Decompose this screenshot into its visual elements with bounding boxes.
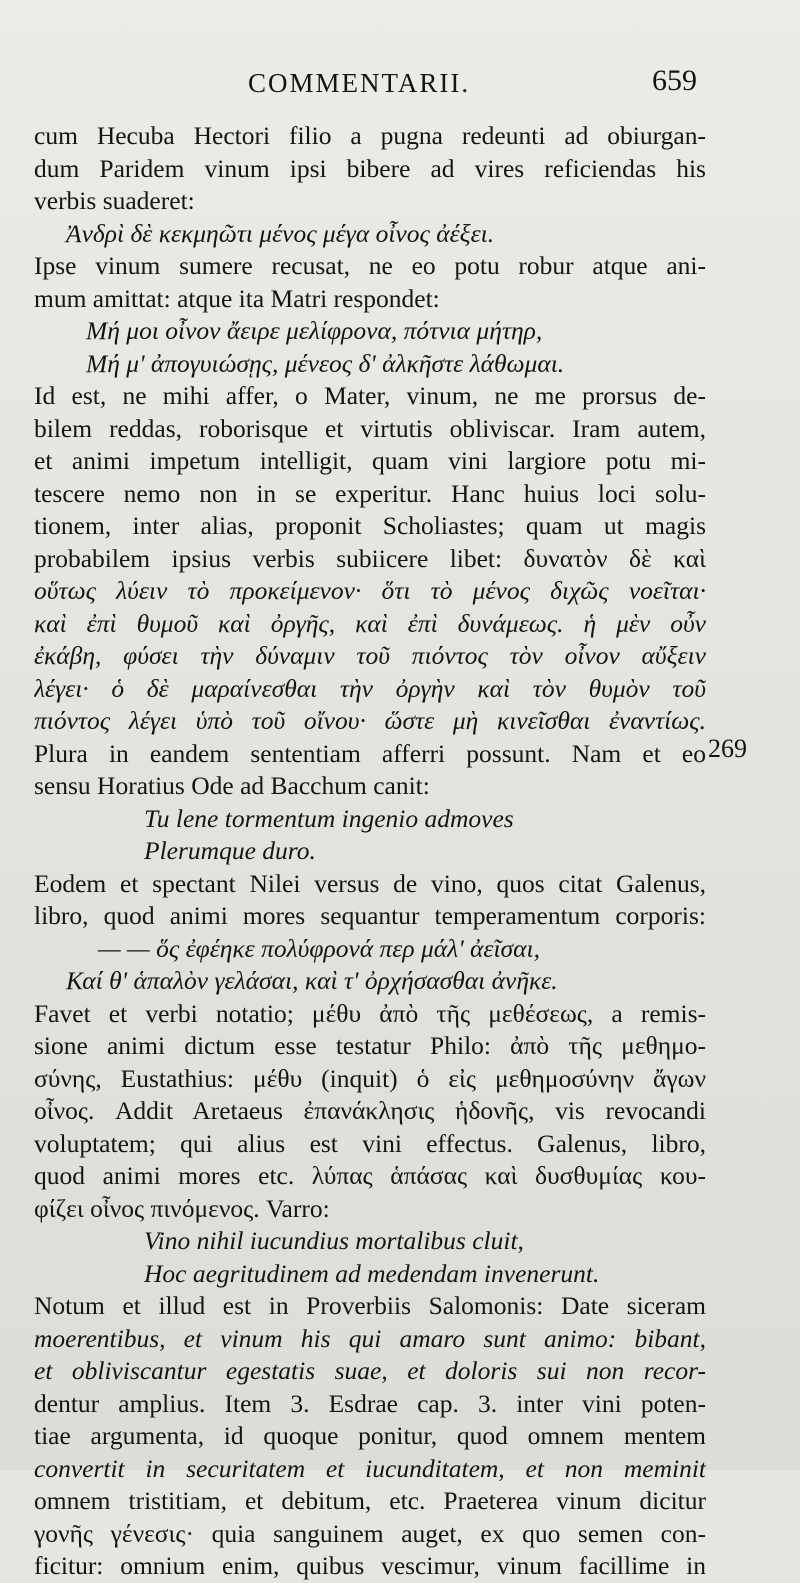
text-line: Notum et illud est in Proverbiis Salomonis: Date siceram [34,1291,706,1320]
text-line: οἶνος. Addit Aretaeus ἐπανάκλησις ἡδονῆς, vis revocandi [34,1096,706,1125]
text-line: φίζει οἶνος πινόμενος. Varro: [34,1193,330,1223]
body-text [34,120,706,1583]
greek-verse-line: Ἀνδρὶ δὲ κεκμηῶτι μένος μέγα οἶνος ἀέξει. [66,218,495,248]
page-header [0,62,800,106]
verse-line: Plerumque duro. [144,836,316,865]
greek-verse-line: Μή μ' ἀπογυιώσῃς, μένεος δ' ἀλκῆστε λάθωμαι. [86,348,565,378]
greek-verse-line: Καί θ' ἁπαλὸν γελάσαι, καὶ τ' ὀρχήσασθαι ἀνῆκε. [66,966,558,995]
text-line: probabilem ipsius verbis subiicere libet: δυνατὸν δὲ καὶ [34,543,706,573]
text-line: libro, quod animi mores sequantur temperamentum corporis: [34,901,706,930]
text-line: Ipse vinum sumere recusat, ne eo potu robur atque ani- [34,251,706,280]
greek-verse-line: — — ὅς ἐφέηκε πολύφρονά περ μάλ' ἀεῖσαι, [98,933,540,963]
text-line: σύνης, Eustathius: μέθυ (inquit) ὁ εἰς μεθημοσύνην ἄγων [34,1063,706,1093]
text-line: et obliviscantur egestatis suae, et doloris sui non recor- [34,1356,706,1385]
text-line: dentur amplius. Item 3. Esdrae cap. 3. inter vini poten- [34,1388,706,1418]
text-line: et animi impetum intelligit, quam vini largiore potu mi- [34,446,706,475]
text-line: cum Hecuba Hectori filio a pugna redeunti ad obiurgan- [34,121,706,150]
text-line: sensu Horatius Ode ad Bacchum canit: [34,771,430,800]
text-line: tiae argumenta, id quoque ponitur, quod omnem mentem [34,1421,706,1450]
page-number: 659 [652,64,697,97]
text-line: tescere nemo non in se experitur. Hanc huius loci solu- [34,478,706,508]
greek-text-line: λέγει· ὁ δὲ μαραίνεσθαι τὴν ὀργὴν καὶ τὸν θυμὸν τοῦ [34,673,706,703]
text-line: Plura in eandem sententiam afferri possunt. Nam et eo [34,738,706,768]
greek-text-line: πιόντος λέγει ὑπὸ τοῦ οἴνου· ὥστε μὴ κινεῖσθαι ἐναντίως. [34,706,706,735]
text-line: voluptatem; qui alius est vini effectus. Galenus, libro, [34,1128,706,1158]
greek-text-line: καὶ ἐπὶ θυμοῦ καὶ ὀργῆς, καὶ ἐπὶ δυνάμεως. ἡ μὲν οὖν [34,608,706,638]
greek-verse-line: Μή μοι οἶνον ἄειρε μελίφρονα, πότνια μήτηρ, [86,316,543,345]
text-line: Id est, ne mihi affer, o Mater, vinum, ne me prorsus de- [34,381,706,410]
text-line: convertit in securitatem et iucunditatem, et non meminit [34,1453,706,1483]
running-title: COMMENTARII. [248,68,471,98]
text-line: bilem reddas, roborisque et virtutis obliviscar. Iram autem, [34,413,706,443]
text-line: omnem tristitiam, et debitum, etc. Praeterea vinum dicitur [34,1486,706,1515]
text-line: dum Paridem vinum ipsi bibere ad vires reficiendas his [34,153,706,183]
text-line: quod animi mores etc. λύπας ἁπάσας καὶ δυσθυμίας κου- [34,1161,706,1190]
text-line: moerentibus, et vinum his qui amaro sunt animo: bibant, [34,1323,706,1353]
text-line: sione animi dictum esse testatur Philo: ἀπὸ τῆς μεθημο- [34,1031,706,1060]
greek-text-line: οὕτως λύειν τὸ προκείμενον· ὅτι τὸ μένος διχῶς νοεῖται· [34,576,706,605]
verse-line: Vino nihil iucundius mortalibus cluit, [144,1226,524,1255]
margin-number: 269 [708,734,747,763]
text-line: ficitur: omnium enim, quibus vescimur, vinum facillime in [34,1551,706,1580]
text-line: γονῆς γένεσις· quia sanguinem auget, ex quo semen con- [34,1518,706,1548]
text-line: tionem, inter alias, proponit Scholiastes; quam ut magis [34,511,706,540]
verse-line: Hoc aegritudinem ad medendam invenerunt. [144,1258,600,1288]
text-line: mum amittat: atque ita Matri respondet: [34,283,440,313]
text-line: Eodem et spectant Nilei versus de vino, quos citat Galenus, [34,868,706,898]
verse-line: Tu lene tormentum ingenio admoves [144,803,514,833]
text-line: Favet et verbi notatio; μέθυ ἀπὸ τῆς μεθέσεως, a remis- [34,998,706,1028]
text-line: verbis suaderet: [34,186,195,215]
greek-text-line: ἐκάβη, φύσει τὴν δύναμιν τοῦ πιόντος τὸν οἶνον αὔξειν [34,641,706,670]
